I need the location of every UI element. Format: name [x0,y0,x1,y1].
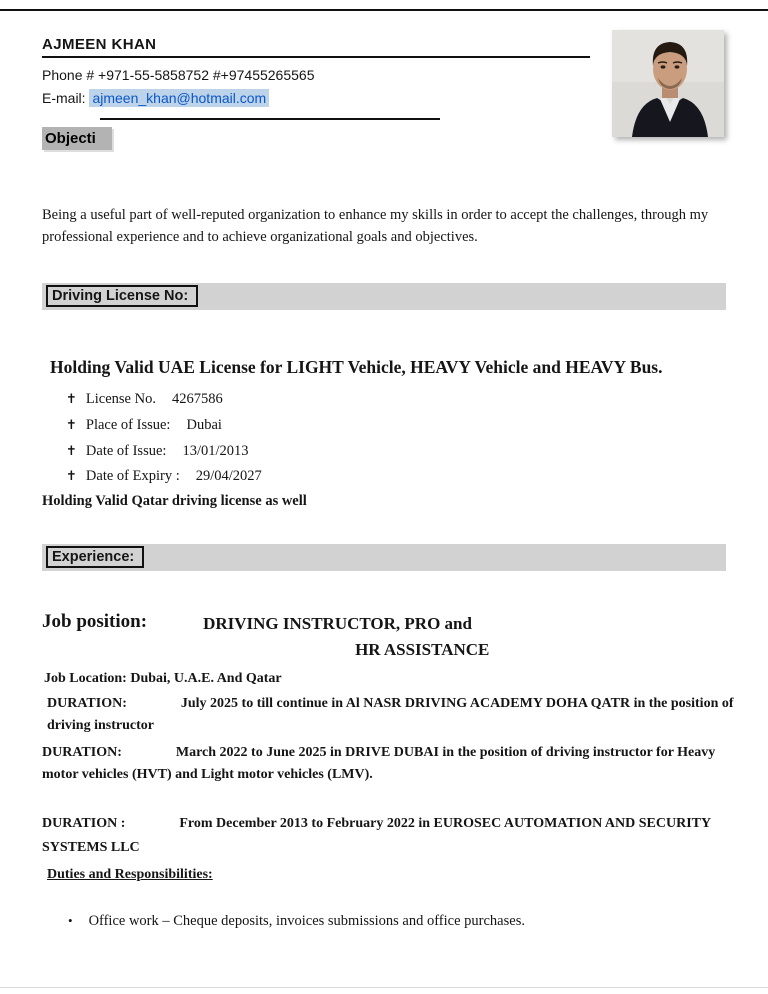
qatar-license-line: Holding Valid Qatar driving license as well [42,493,307,510]
duration-label: DURATION : [42,815,126,831]
cross-bullet-icon: ✝ [66,392,77,408]
job-title-line1: DRIVING INSTRUCTOR, PRO and [203,614,472,634]
duration-entry [42,742,732,785]
duty-item [42,913,726,930]
license-item-label: Date of Expiry : [85,468,180,485]
job-title [203,611,489,662]
bottom-divider [0,987,768,988]
email-link[interactable]: ajmeen_khan@hotmail.com [89,89,269,107]
duration-text: March 2022 to June 2025 in DRIVE DUBAI in the position of driving instructor for Heavy motor vehicles (HVT) and Light motor vehicles (LMV). [42,745,716,783]
job-position-label: Job position: [42,611,148,633]
license-item [66,441,726,463]
duration-entry [42,693,737,736]
license-item-label: Date of Issue: [85,442,167,459]
license-item-value: 13/01/2013 [182,442,249,459]
email-line [42,90,726,106]
email-label: E-mail: [42,90,90,106]
duration-label: DURATION: [47,696,127,712]
phone-line: Phone # +971-55-5858752 #+97455265565 [42,67,315,83]
job-location-line: Job Location: Dubai, U.A.E. And Qatar [44,671,282,687]
experience-banner-label: Experience: [46,546,144,568]
duration-text: July 2025 to till continue in Al NASR DRIVING ACADEMY DOHA QATR in the position of driving instructor [47,696,734,733]
duty-text: Office work – Cheque deposits, invoices submissions and office purchases. [88,913,525,930]
cross-bullet-icon: ✝ [66,443,77,459]
license-section-banner [42,283,726,310]
license-item-value: Dubai [186,416,222,433]
duration-text: From December 2013 to February 2022 in EUROSEC AUTOMATION AND SECURITY SYSTEMS LLC [42,815,711,855]
experience-section-banner [42,544,726,571]
candidate-name: AJMEEN KHAN [42,36,157,53]
objective-paragraph: Being a useful part of well-reputed organization to enhance my skills in order to accept the challenges, through my professional experience and to achieve organizational goals and objectives. [42,207,709,246]
duration-label: DURATION: [42,745,122,761]
license-heading: Holding Valid UAE License for LIGHT Vehicle, HEAVY Vehicle and HEAVY Bus. [50,356,663,377]
license-item-value: 29/04/2027 [195,468,262,485]
objective-heading: Objecti [42,127,112,150]
cross-bullet-icon: ✝ [66,469,77,485]
license-item-label: Place of Issue: [85,416,171,433]
license-item-label: License No. [85,391,156,408]
license-details-list [42,389,726,488]
cross-bullet-icon: ✝ [66,417,77,433]
license-item [66,415,726,437]
duties-heading: Duties and Responsibilities: [47,867,213,883]
license-banner-label: Driving License No: [46,285,198,307]
license-item [66,389,726,411]
duration-entry [42,812,732,860]
license-item [66,466,726,488]
license-item-value: 4267586 [171,391,223,408]
job-position-row [42,611,726,662]
job-title-line2: HR ASSISTANCE [355,639,490,659]
name-underline-row [42,36,590,58]
bullet-icon: • [68,913,73,929]
